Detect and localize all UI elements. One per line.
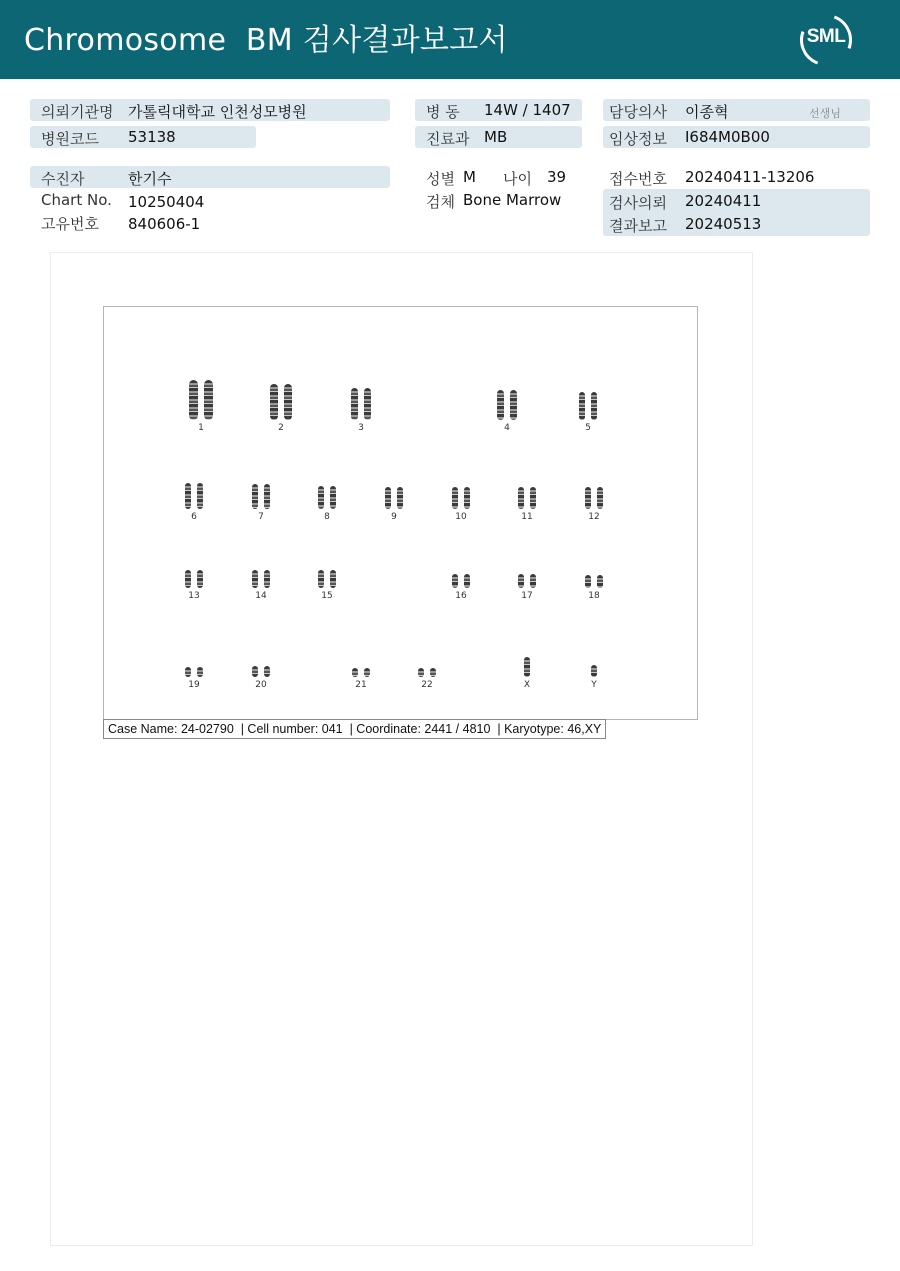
clinical-value: I684M0B00: [685, 128, 770, 146]
chromosome-number-label: 18: [588, 591, 600, 601]
clinical-label: 임상정보: [609, 130, 667, 148]
ward-label: 병 동: [426, 103, 460, 121]
chromosome-shape: [585, 487, 591, 509]
report-title: Chromosome BM 검사결과보고서: [24, 23, 508, 58]
chromosome-shape: [252, 570, 258, 588]
chromosome-shape: [591, 665, 597, 677]
chromosome-shape: [397, 487, 403, 509]
chromosome-shape: [518, 487, 524, 509]
request-value: 20240411: [685, 192, 762, 210]
chromosome-shape: [530, 574, 536, 588]
id-value: 840606-1: [128, 215, 201, 233]
chromosome-shape: [264, 570, 270, 588]
chromosome-number-label: 19: [188, 680, 200, 690]
ward-value: 14W / 1407: [484, 101, 571, 119]
chromosome-number-label: 3: [358, 423, 364, 433]
chromosome-shape: [585, 575, 591, 588]
chromosome-shape: [351, 388, 358, 420]
chromosome-shape: [197, 570, 203, 588]
chromosome-number-label: 7: [258, 512, 264, 522]
chromosome-number-label: X: [523, 680, 531, 690]
chromosome-number-label: 4: [504, 423, 510, 433]
sml-logo: [800, 14, 852, 66]
chromosome-number-label: 2: [278, 423, 284, 433]
chromosome-shape: [185, 483, 191, 509]
chromosome-shape: [330, 570, 336, 588]
sex-value: M: [463, 168, 476, 186]
age-value: 39: [547, 168, 567, 186]
chromosome-number-label: 12: [588, 512, 600, 522]
chromosome-shape: [597, 487, 603, 509]
sex-label: 성별: [426, 170, 455, 188]
chromosome-shape: [197, 483, 203, 509]
chromosome-shape: [197, 667, 203, 677]
chromosome-shape: [464, 574, 470, 588]
chromosome-number-label: 16: [455, 591, 467, 601]
patient-label: 수진자: [41, 170, 85, 188]
chromosome-shape: [189, 380, 198, 420]
karyotype-caption: Case Name: 24-02790 | Cell number: 041 | Coordinate: 2441 / 4810 | Karyotype: 46,XY: [103, 719, 606, 739]
doctor-label: 담당의사: [609, 103, 667, 121]
chromosome-shape: [510, 390, 517, 420]
chromosome-shape: [385, 487, 391, 509]
logo-text: SML: [806, 26, 846, 47]
chromosome-number-label: 13: [188, 591, 200, 601]
chromosome-shape: [352, 668, 358, 677]
chromosome-number-label: 11: [521, 512, 533, 522]
report-label: 결과보고: [609, 217, 667, 235]
chromosome-shape: [518, 574, 524, 588]
chromosome-shape: [264, 666, 270, 677]
chromosome-shape: [497, 390, 504, 420]
specimen-label: 검체: [426, 193, 455, 211]
chromosome-number-label: 10: [455, 512, 467, 522]
chromosome-number-label: 20: [255, 680, 267, 690]
chromosome-shape: [452, 574, 458, 588]
hospital-code-value: 53138: [128, 128, 176, 146]
id-label: 고유번호: [41, 215, 99, 233]
chromosome-number-label: 15: [321, 591, 333, 601]
request-label: 검사의뢰: [609, 194, 667, 212]
chromosome-shape: [330, 486, 336, 509]
chromosome-number-label: 17: [521, 591, 533, 601]
chromosome-shape: [270, 384, 278, 420]
chromosome-shape: [264, 484, 270, 509]
patient-value: 한기수: [128, 170, 172, 188]
chromosome-shape: [418, 668, 424, 677]
chromosome-shape: [464, 487, 470, 509]
chromosome-shape: [185, 570, 191, 588]
chromosome-shape: [452, 487, 458, 509]
chromosome-number-label: 14: [255, 591, 267, 601]
chromosome-shape: [252, 666, 258, 677]
chromosome-number-label: 1: [198, 423, 204, 433]
chromosome-shape: [318, 486, 324, 509]
report-header: [0, 0, 900, 79]
chart-value: 10250404: [128, 193, 205, 211]
chromosome-shape: [524, 657, 530, 677]
karyogram-image: [103, 306, 698, 720]
chromosome-number-label: 22: [421, 680, 433, 690]
chromosome-shape: [364, 388, 371, 420]
chromosome-shape: [591, 392, 597, 420]
chromosome-shape: [318, 570, 324, 588]
chromosome-shape: [597, 575, 603, 588]
department-label: 진료과: [426, 130, 470, 148]
chart-label: Chart No.: [41, 191, 112, 209]
chromosome-number-label: 8: [324, 512, 330, 522]
hospital-code-label: 병원코드: [41, 130, 99, 148]
doctor-suffix: 선생님: [809, 107, 841, 120]
department-value: MB: [484, 128, 508, 146]
report-value: 20240513: [685, 215, 762, 233]
specimen-value: Bone Marrow: [463, 191, 562, 209]
chromosome-shape: [284, 384, 292, 420]
chromosome-shape: [252, 484, 258, 509]
chromosome-shape: [364, 668, 370, 677]
receipt-value: 20240411-13206: [685, 168, 815, 186]
chromosome-shape: [430, 668, 436, 677]
doctor-value: 이종혁: [685, 103, 729, 121]
institution-label: 의뢰기관명: [41, 103, 114, 121]
institution-value: 가톨릭대학교 인천성모병원: [128, 103, 307, 121]
chromosome-number-label: 5: [585, 423, 591, 433]
receipt-label: 접수번호: [609, 170, 667, 188]
chromosome-shape: [185, 667, 191, 677]
chromosome-shape: [204, 380, 213, 420]
chromosome-number-label: 9: [391, 512, 397, 522]
chromosome-shape: [579, 392, 585, 420]
chromosome-shape: [530, 487, 536, 509]
age-label: 나이: [503, 170, 532, 188]
chromosome-number-label: Y: [591, 680, 597, 690]
chromosome-number-label: 6: [191, 512, 197, 522]
chromosome-number-label: 21: [355, 680, 367, 690]
